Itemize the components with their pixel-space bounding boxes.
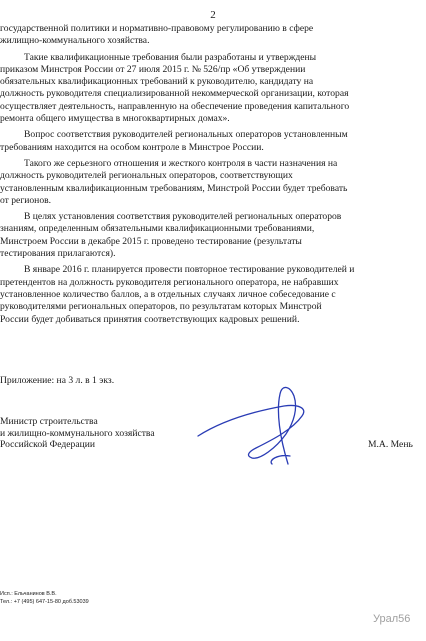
text-line: В январе 2016 г. планируется провести повторное тестирование руководителей и xyxy=(24,264,355,276)
body-text xyxy=(0,23,426,330)
text-line: должность руководителя специализированной некоммерческой организации, которая xyxy=(0,88,349,100)
executor-name: Исп.: Ельчанинов В.В. xyxy=(0,591,57,597)
signatory-title-line: и жилищно-коммунального хозяйства xyxy=(0,427,155,439)
text-line: России будет добиваться принятия соответствующих кадровых решений. xyxy=(0,313,300,325)
text-line: В целях установления соответствия руководителей региональных операторов xyxy=(24,211,342,223)
text-line: руководителями региональных операторов, по результатам которых Минстрой xyxy=(0,301,322,313)
text-line: должность руководителей региональных операторов, соответствующих xyxy=(0,170,293,182)
text-line: осуществляет деятельность, направленную на обеспечение проведения капитального xyxy=(0,100,350,112)
page-number: 2 xyxy=(210,9,216,21)
text-line: Минстроем России в декабре 2015 г. проведено тестирование (результаты xyxy=(0,235,302,247)
paragraph xyxy=(0,211,426,260)
text-line: тестирования прилагаются). xyxy=(0,248,116,260)
attachment-note: Приложение: на 3 л. в 1 экз. xyxy=(0,375,115,386)
signatory-title-line: Российской Федерации xyxy=(0,439,95,450)
paragraph xyxy=(0,129,426,154)
paragraph xyxy=(0,158,426,207)
signatory-title xyxy=(0,416,155,451)
text-line: Такие квалификационные требования были разработаны и утверждены xyxy=(24,51,317,63)
paragraph xyxy=(0,264,426,325)
text-line: установленным квалификационным требованиям, Минстрой России будет требовать xyxy=(0,182,348,194)
text-line: обязательных квалификационных требований к руководителю, кандидату на xyxy=(0,76,314,88)
text-line: знаниям, определенным обязательными квалификационными требованиями, xyxy=(0,223,315,235)
paragraph xyxy=(0,23,426,48)
text-line: Вопрос соответствия руководителей региональных операторов установленным xyxy=(24,129,348,141)
text-line: жилищно-коммунального хозяйства. xyxy=(0,35,150,47)
text-line: от регионов. xyxy=(0,194,52,206)
signatory-name: М.А. Мень xyxy=(368,439,413,450)
text-line: требованиям находится на особом контроле в Минстрое России. xyxy=(0,141,264,153)
text-line: Такого же серьезного отношения и жесткого контроля в части назначения на xyxy=(24,157,338,169)
text-line: установленное количество баллов, а в отдельных случаях личное собеседование с xyxy=(0,288,336,300)
signatory-title-line: Министр строительства xyxy=(0,416,98,427)
text-line: приказом Минстроя России от 27 июля 2015 г. № 526/пр «Об утверждении xyxy=(0,63,306,75)
handwritten-signature xyxy=(190,378,320,468)
executor-info xyxy=(0,590,89,606)
watermark: Урал56 xyxy=(373,613,411,625)
executor-phone: Тел.: +7 (495) 647-15-80 доб.53039 xyxy=(0,599,89,605)
paragraph xyxy=(0,52,426,126)
text-line: претендентов на должность руководителя регионального оператора, не набравших xyxy=(0,276,339,288)
text-line: ремонта общего имущества в многоквартирных домах». xyxy=(0,113,230,125)
text-line: государственной политики и нормативно-правовому регулированию в сфере xyxy=(0,23,314,34)
